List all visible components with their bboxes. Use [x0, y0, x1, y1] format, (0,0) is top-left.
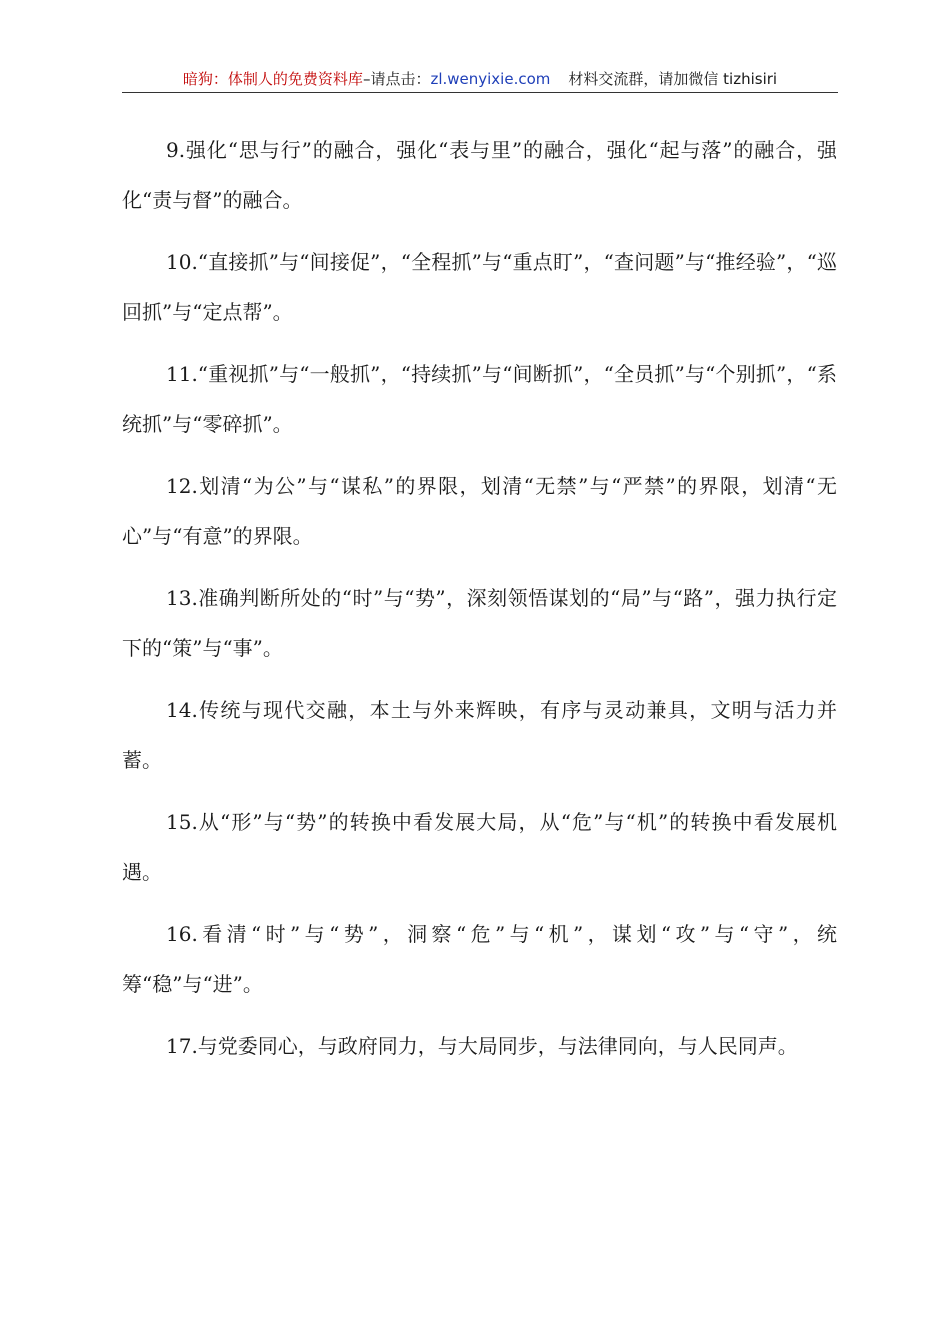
- header-click-label: –请点击：: [362, 70, 431, 88]
- paragraph-17: 17.与党委同心，与政府同力，与大局同步，与法律同向，与人民同声。: [166, 1034, 798, 1058]
- paragraph-14: 14.传统与现代交融，本土与外来辉映，有序与灵动兼具，文明与活力并蓄。: [122, 698, 837, 772]
- paragraph-10: 10.“直接抓”与“间接促”，“全程抓”与“重点盯”，“查问题”与“推经验”，“巡回抓”与“定点帮”。: [122, 250, 837, 324]
- paragraph-15: 15.从“形”与“势”的转换中看发展大局，从“危”与“机”的转换中看发展机遇。: [122, 810, 837, 884]
- page-header: [122, 66, 838, 93]
- document-body: [122, 125, 837, 1083]
- header-group-note: 材料交流群，请加微信 tizhisiri: [568, 70, 778, 88]
- paragraph-11: 11.“重视抓”与“一般抓”，“持续抓”与“间断抓”，“全员抓”与“个别抓”，“系统抓”与“零碎抓”。: [122, 362, 837, 436]
- paragraph-13: 13.准确判断所处的“时”与“势”，深刻领悟谋划的“局”与“路”，强力执行定下的“策”与“事”。: [122, 586, 837, 660]
- paragraph-9: 9.强化“思与行”的融合，强化“表与里”的融合，强化“起与落”的融合，强化“责与督”的融合。: [122, 138, 837, 212]
- paragraph-16: 16.看清“时”与“势”，洞察“危”与“机”，谋划“攻”与“守”，统筹“稳”与“进”。: [122, 922, 837, 996]
- header-url-link[interactable]: zl.wenyixie.com: [430, 70, 551, 88]
- header-brand: 暗狗：体制人的免费资料库: [182, 70, 363, 88]
- paragraph-12: 12.划清“为公”与“谋私”的界限，划清“无禁”与“严禁”的界限，划清“无心”与“有意”的界限。: [122, 474, 837, 548]
